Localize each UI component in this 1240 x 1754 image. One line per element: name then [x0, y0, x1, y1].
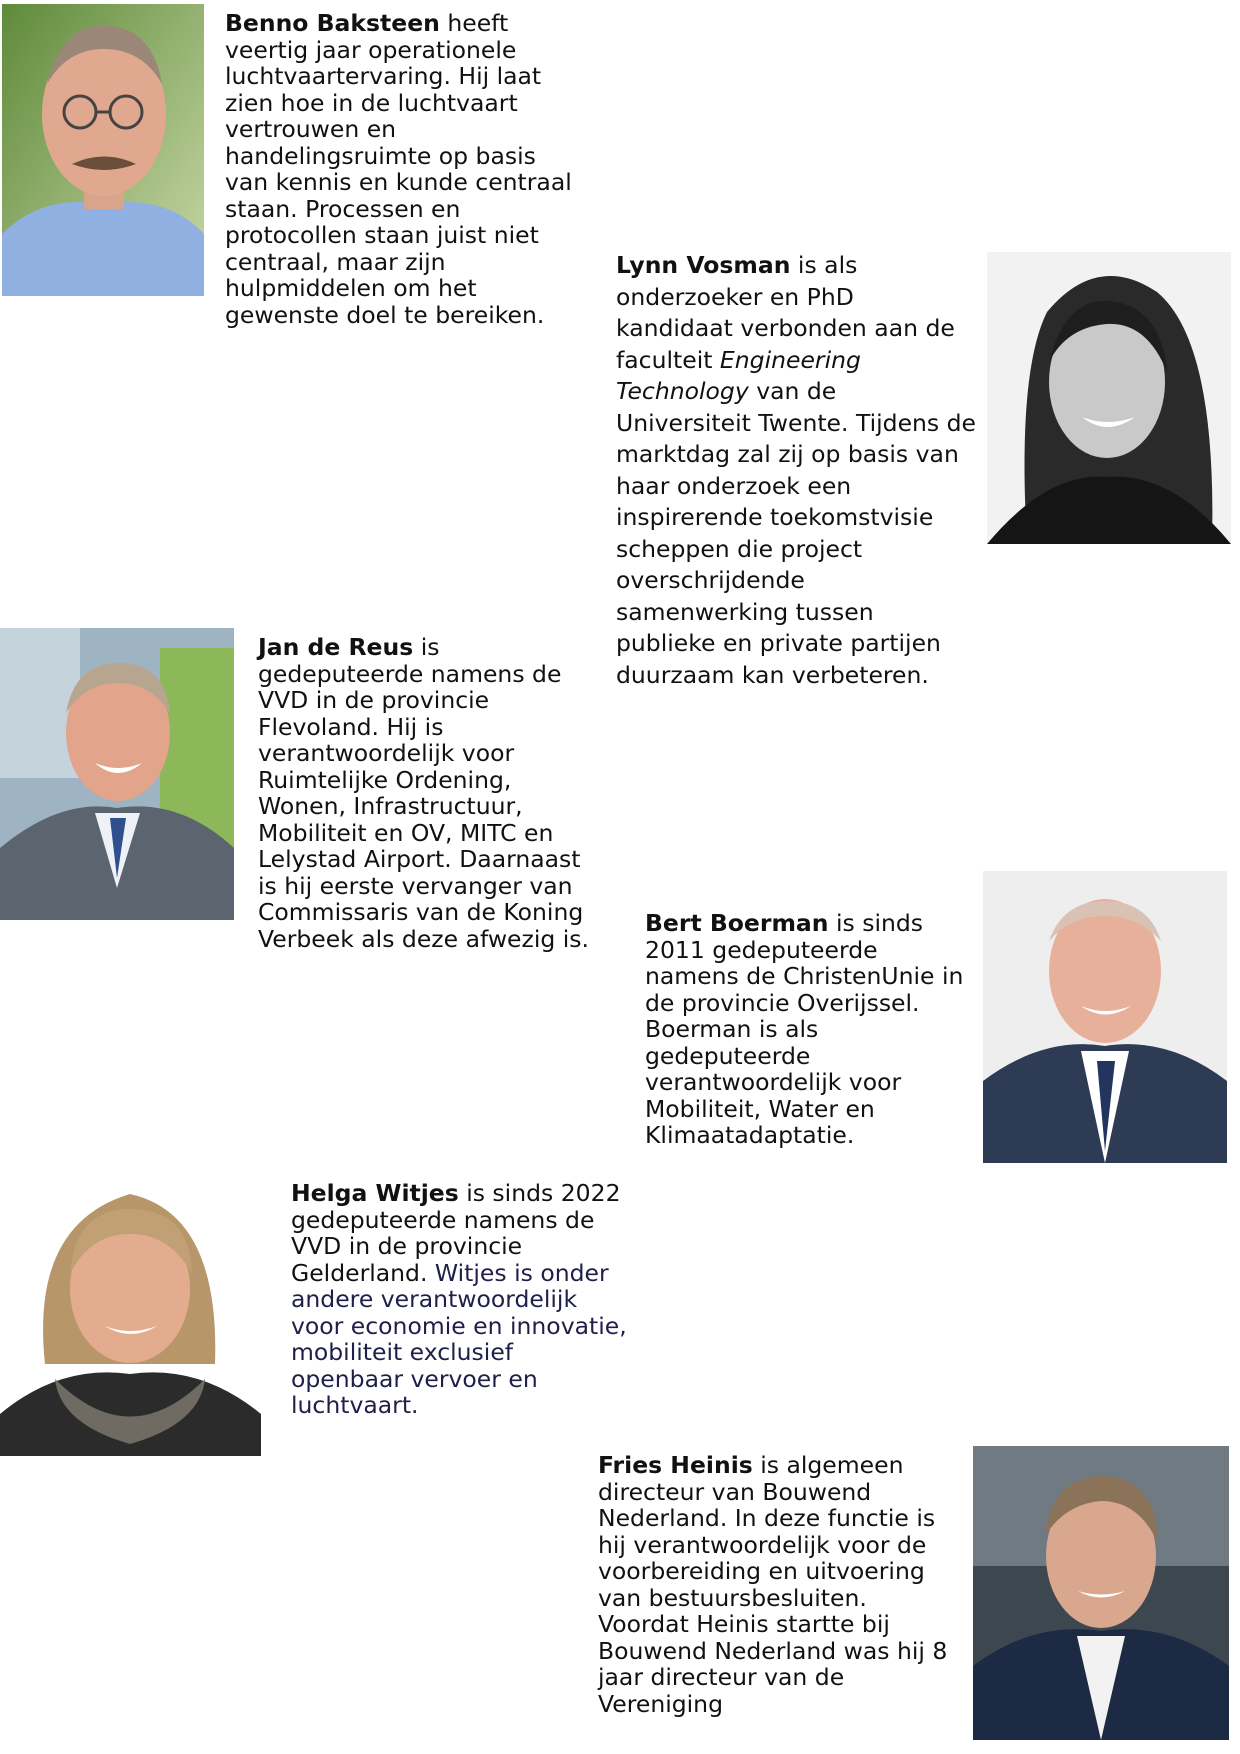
lynn-vosman-name: Lynn Vosman: [616, 251, 791, 279]
jan-de-reus-bio: [258, 634, 598, 952]
lynn-vosman-bio-text-a: is als onderzoeker en PhD kandidaat verbonden aan de faculteit: [616, 251, 955, 374]
helga-witjes-bio-text-b: Witjes is onder andere verantwoordelijk voor economie en innovatie, mobiliteit exclusief openbaar vervoer en luchtvaart.: [291, 1258, 627, 1419]
benno-baksteen-bio: [225, 10, 585, 328]
benno-baksteen-portrait-photo: [2, 4, 204, 296]
fries-heinis-name: Fries Heinis: [598, 1451, 753, 1479]
lynn-vosman-bio-text-b: van de Universiteit Twente. Tijdens de marktdag zal zij op basis van haar onderzoek een inspirerende toekomstvisie scheppen die project overschrijdende samenwerking tussen publieke en private partijen duurzaam kan verbeteren.: [616, 377, 977, 689]
helga-witjes-bio-text-a: is sinds 2022 gedeputeerde namens de VVD in de provincie Gelderland.: [291, 1179, 621, 1287]
helga-witjes-portrait-photo: [0, 1164, 261, 1456]
bert-boerman-bio: [645, 910, 975, 1149]
jan-de-reus-name: Jan de Reus: [258, 633, 414, 661]
benno-baksteen-name: Benno Baksteen: [225, 9, 440, 37]
lynn-vosman-bio: [616, 250, 976, 691]
bert-boerman-name: Bert Boerman: [645, 909, 829, 937]
bert-boerman-portrait-photo: [983, 871, 1227, 1163]
helga-witjes-name: Helga Witjes: [291, 1179, 459, 1207]
benno-baksteen-bio-text: heeft veertig jaar operationele luchtvaartervaring. Hij laat zien hoe in de luchtvaart vertrouwen en handelingsruimte op basis van kennis en kunde centraal staan. Processen en protocollen staan juist niet centraal, maar zijn hulpmiddelen om het gewenste doel te bereiken.: [225, 9, 572, 329]
fries-heinis-portrait-photo: [973, 1446, 1229, 1740]
helga-witjes-bio: [291, 1180, 631, 1419]
lynn-vosman-portrait-photo: [987, 252, 1231, 544]
jan-de-reus-bio-text: is gedeputeerde namens de VVD in de provincie Flevoland. Hij is verantwoordelijk voor Ruimtelijke Ordening, Wonen, Infrastructuur, Mobiliteit en OV, MITC en Lelystad Airport. Daarnaast is hij eerste vervanger van Commissaris van de Koning Verbeek als deze afwezig is.: [258, 633, 589, 953]
fries-heinis-bio: [598, 1452, 963, 1717]
fries-heinis-bio-text: is algemeen directeur van Bouwend Nederland. In deze functie is hij verantwoordelijk voor de voorbereiding en uitvoering van bestuursbesluiten. Voordat Heinis startte bij Bouwend Nederland was hij 8 jaar directeur van de Vereniging: [598, 1451, 948, 1718]
jan-de-reus-portrait-photo: [0, 628, 234, 920]
lynn-vosman-faculty: Engineering Technology: [616, 345, 861, 405]
bert-boerman-bio-text: is sinds 2011 gedeputeerde namens de ChristenUnie in de provincie Overijssel. Boerman is als gedeputeerde verantwoordelijk voor Mobiliteit, Water en Klimaatadaptatie.: [645, 909, 964, 1149]
